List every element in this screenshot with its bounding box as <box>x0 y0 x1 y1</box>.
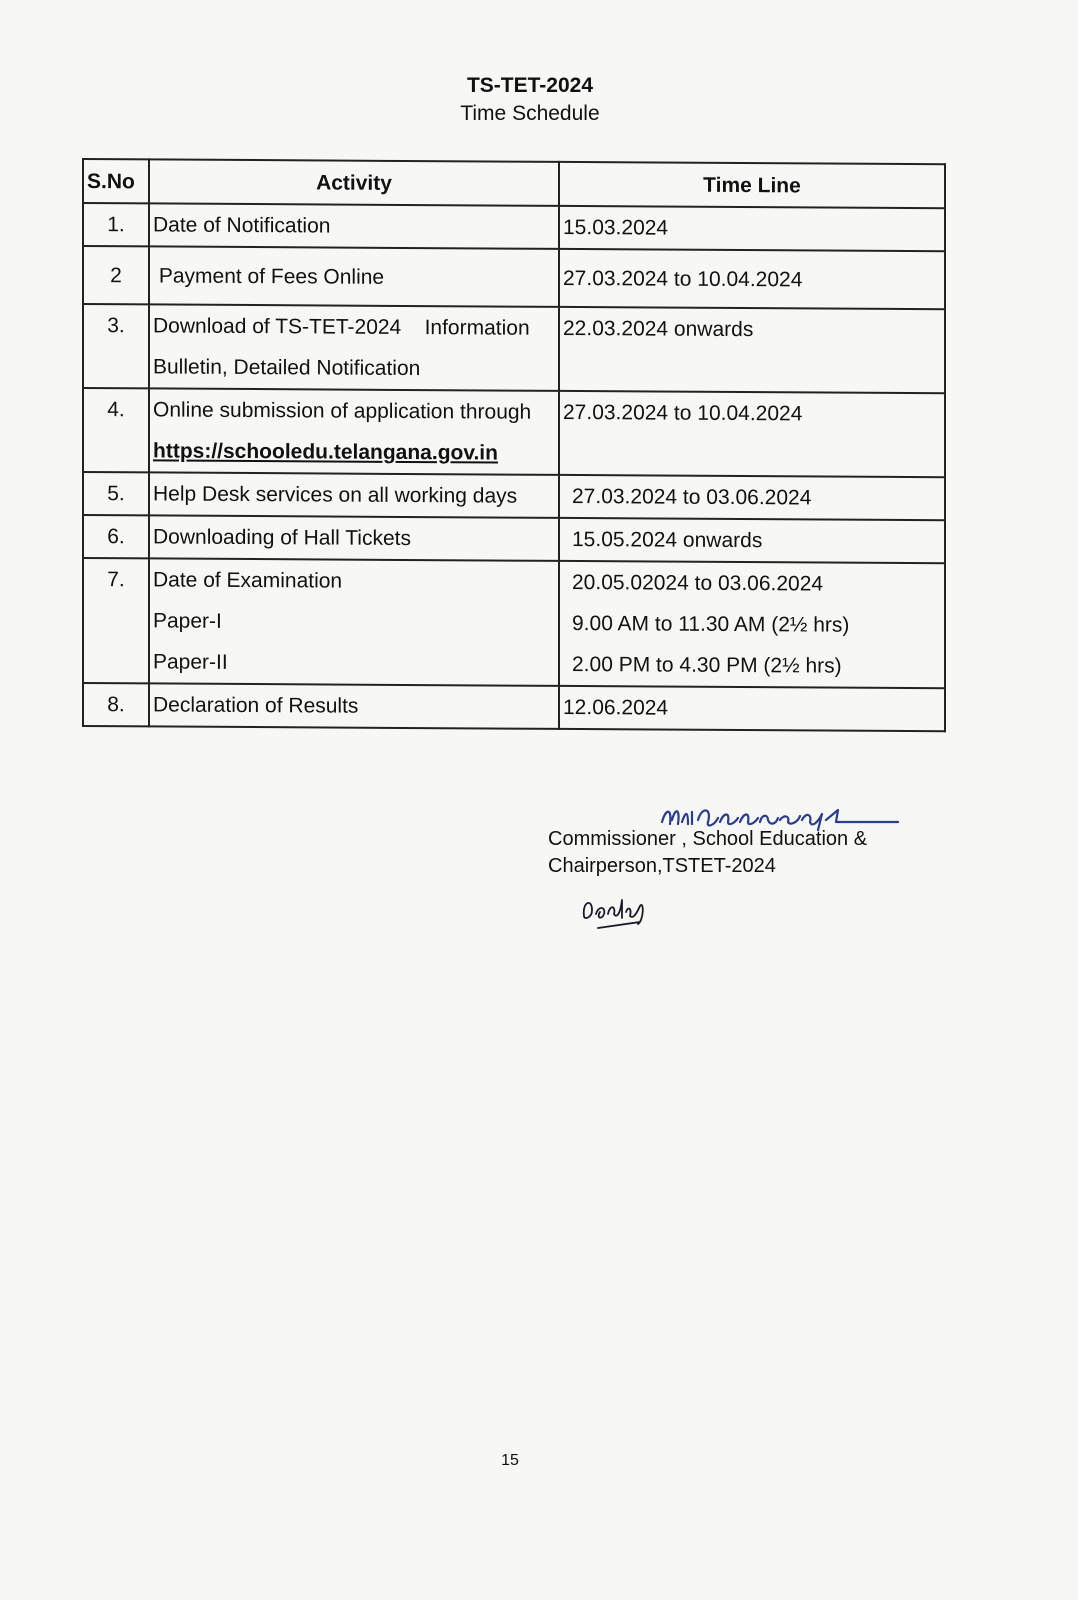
timeline-line: 27.03.2024 to 10.04.2024 <box>563 400 803 426</box>
row-activity <box>149 558 559 686</box>
signatory-designation-line1: Commissioner , School Education & <box>548 828 868 850</box>
table-header-row <box>83 159 945 208</box>
row-timeline <box>559 686 945 731</box>
header-activity: Activity <box>149 159 559 206</box>
table-row <box>83 515 945 563</box>
activity-line: Downloading of Hall Tickets <box>153 525 411 551</box>
document-subtitle: Time Schedule <box>460 102 600 125</box>
table-row <box>83 558 945 688</box>
row-sno: 5. <box>83 472 149 515</box>
table-row <box>83 246 945 309</box>
timeline-line: 27.03.2024 to 03.06.2024 <box>572 484 812 510</box>
row-sno: 1. <box>83 203 149 246</box>
activity-line: Declaration of Results <box>153 693 359 718</box>
activity-line: Online submission of application through <box>153 398 532 424</box>
activity-line: Paper-I <box>153 609 222 633</box>
row-timeline <box>559 249 945 309</box>
initials-mark <box>578 890 658 934</box>
table-row <box>83 683 945 731</box>
timeline-line: 20.05.02024 to 03.06.2024 <box>572 570 824 596</box>
activity-line: Download of TS-TET-2024 Information <box>153 314 530 340</box>
header-sno: S.No <box>83 159 149 203</box>
row-timeline <box>559 475 945 520</box>
signatory-designation-line2: Chairperson,TSTET-2024 <box>548 855 776 877</box>
timeline-line: 22.03.2024 onwards <box>563 316 754 342</box>
time-schedule-table <box>82 158 946 732</box>
activity-line: Date of Notification <box>153 213 331 238</box>
row-activity <box>149 203 559 249</box>
timeline-line: 9.00 AM to 11.30 AM (2½ hrs) <box>572 611 850 637</box>
timeline-line: 27.03.2024 to 10.04.2024 <box>563 266 803 291</box>
row-timeline <box>559 518 945 563</box>
row-activity <box>149 246 559 307</box>
row-sno: 4. <box>83 388 149 472</box>
row-sno: 3. <box>83 304 149 388</box>
row-sno: 8. <box>83 683 149 726</box>
row-timeline <box>559 307 945 393</box>
document-title: TS-TET-2024 <box>466 74 594 97</box>
activity-line: Payment of Fees Online <box>153 263 385 289</box>
page-number: 15 <box>501 1452 519 1469</box>
row-activity <box>149 388 559 475</box>
row-activity <box>149 472 559 518</box>
application-link[interactable]: https://schooledu.telangana.gov.in <box>153 439 498 465</box>
row-sno: 2 <box>83 246 149 304</box>
row-timeline <box>559 391 945 477</box>
row-sno: 7. <box>83 558 149 683</box>
activity-line: Help Desk services on all working days <box>153 482 518 508</box>
table-row <box>83 388 945 477</box>
table-row <box>83 203 945 251</box>
activity-line: Date of Examination <box>153 568 343 593</box>
timeline-line: 12.06.2024 <box>563 695 669 720</box>
table-row <box>83 472 945 520</box>
timeline-line: 15.05.2024 onwards <box>572 527 763 553</box>
timeline-line: 15.03.2024 <box>563 215 669 240</box>
row-timeline <box>559 561 945 688</box>
header-time-line: Time Line <box>559 162 945 208</box>
timeline-line: 2.00 PM to 4.30 PM (2½ hrs) <box>572 652 842 678</box>
activity-line: Bulletin, Detailed Notification <box>153 355 421 381</box>
row-activity <box>149 515 559 561</box>
row-activity <box>149 304 559 391</box>
row-sno: 6. <box>83 515 149 558</box>
row-timeline <box>559 206 945 251</box>
table-row <box>83 304 945 393</box>
row-activity <box>149 683 559 729</box>
activity-line: Paper-II <box>153 650 228 674</box>
